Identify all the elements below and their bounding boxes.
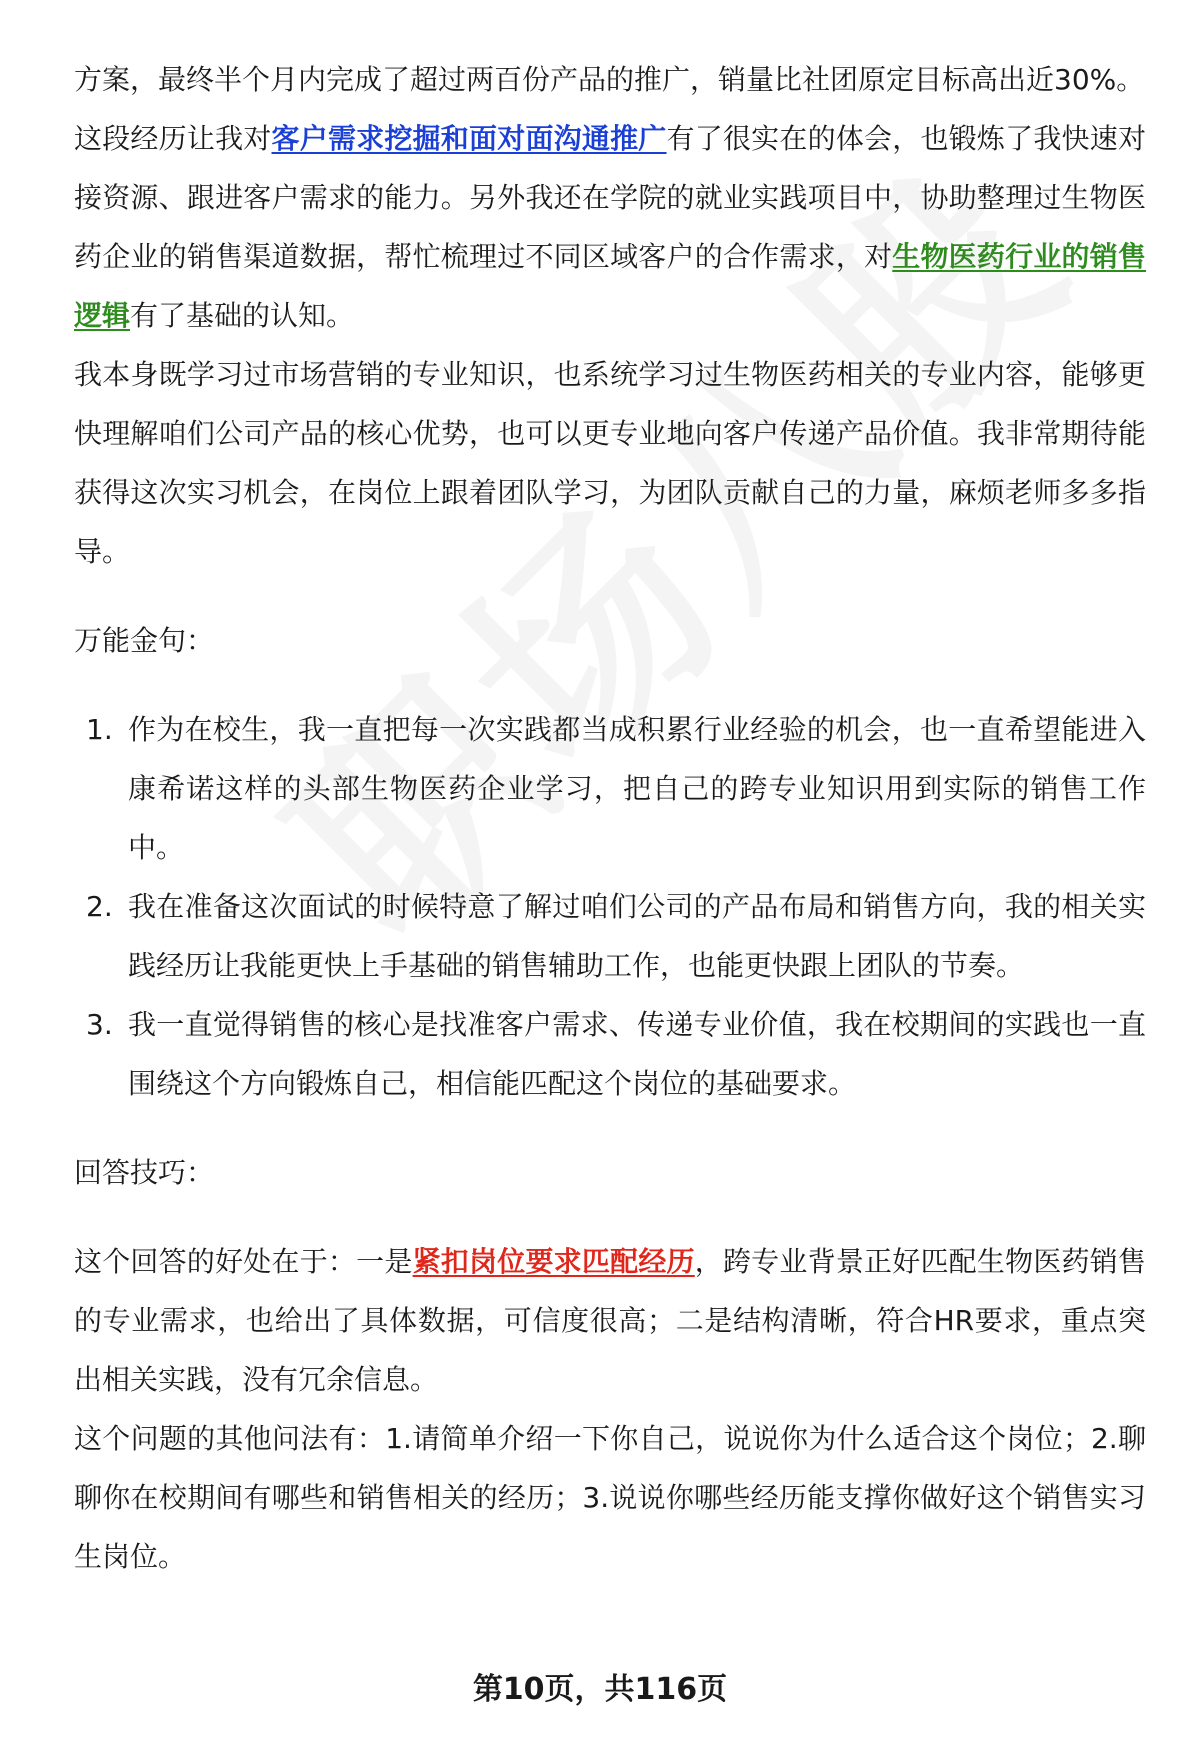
tips-text: ，跨专业背景正好匹配生物医药销售的专业需求，也给出了具体数据，可信度很高；二是结构清晰，符合HR要求，重点突出相关实践，没有冗余信息。 xyxy=(74,1245,1146,1396)
list-number: 3. xyxy=(86,1008,113,1041)
list-item xyxy=(74,995,1146,1113)
page-number: 第10页，共116页 xyxy=(472,1672,728,1707)
list-text: 我一直觉得销售的核心是找准客户需求、传递专业价值，我在校期间的实践也一直围绕这个方向锻炼自己，相信能匹配这个岗位的基础要求。 xyxy=(128,1008,1146,1100)
list-item xyxy=(74,877,1146,995)
intro-text: 这段经历让我对 xyxy=(74,122,272,155)
tips-paragraph-2 xyxy=(74,1409,1146,1586)
intro-text: 有了很实在的体会，也锻炼了我快速对接资源、跟进客户需求的能力。另外我还在学院的就业实践项目中，协助整理过生物医药企业的销售渠道数据，帮忙梳理过不同区域客户的合作需求，对 xyxy=(74,122,1146,273)
list-number: 1. xyxy=(86,713,113,746)
highlight-match-experience: 紧扣岗位要求匹配经历 xyxy=(412,1245,695,1278)
intro-text: 我本身既学习过市场营销的专业知识，也系统学习过生物医药相关的专业内容，能够更快理解咱们公司产品的核心优势，也可以更专业地向客户传递产品价值。我非常期待能获得这次实习机会，在岗位上跟着团队学习，为团队贡献自己的力量，麻烦老师多多指导。 xyxy=(74,358,1146,568)
list-text: 作为在校生，我一直把每一次实践都当成积累行业经验的机会，也一直希望能进入康希诺这样的头部生物医药企业学习，把自己的跨专业知识用到实际的销售工作中。 xyxy=(128,713,1146,864)
intro-text: 方案，最终半个月内完成了超过两百份产品的推广，销量比社团原定目标高出近30%。 xyxy=(74,63,1145,96)
intro-text: 有了基础的认知。 xyxy=(130,299,355,332)
intro-paragraph-3 xyxy=(74,345,1146,581)
intro-paragraph-1 xyxy=(74,50,1146,109)
tips-paragraph-1 xyxy=(74,1232,1146,1409)
list-text: 我在准备这次面试的时候特意了解过咱们公司的产品布局和销售方向，我的相关实践经历让我能更快上手基础的销售辅助工作，也能更快跟上团队的节奏。 xyxy=(128,890,1146,982)
list-item xyxy=(74,700,1146,877)
tips-text: 这个问题的其他问法有：1.请简单介绍一下你自己，说说你为什么适合这个岗位；2.聊聊你在校期间有哪些和销售相关的经历；3.说说你哪些经历能支撑你做好这个销售实习生岗位。 xyxy=(74,1422,1146,1573)
tips-heading: 回答技巧： xyxy=(74,1156,215,1189)
highlight-industry-logic: 生物医药行业的销售逻辑 xyxy=(74,240,1146,332)
list-number: 2. xyxy=(86,890,113,923)
golden-list xyxy=(74,700,1146,1113)
tips-text: 这个回答的好处在于：一是 xyxy=(74,1245,413,1278)
highlight-customer-needs: 客户需求挖掘和面对面沟通推广 xyxy=(271,122,667,155)
document-body xyxy=(74,50,1146,1586)
intro-paragraph-2 xyxy=(74,109,1146,345)
golden-heading: 万能金句： xyxy=(74,624,215,657)
